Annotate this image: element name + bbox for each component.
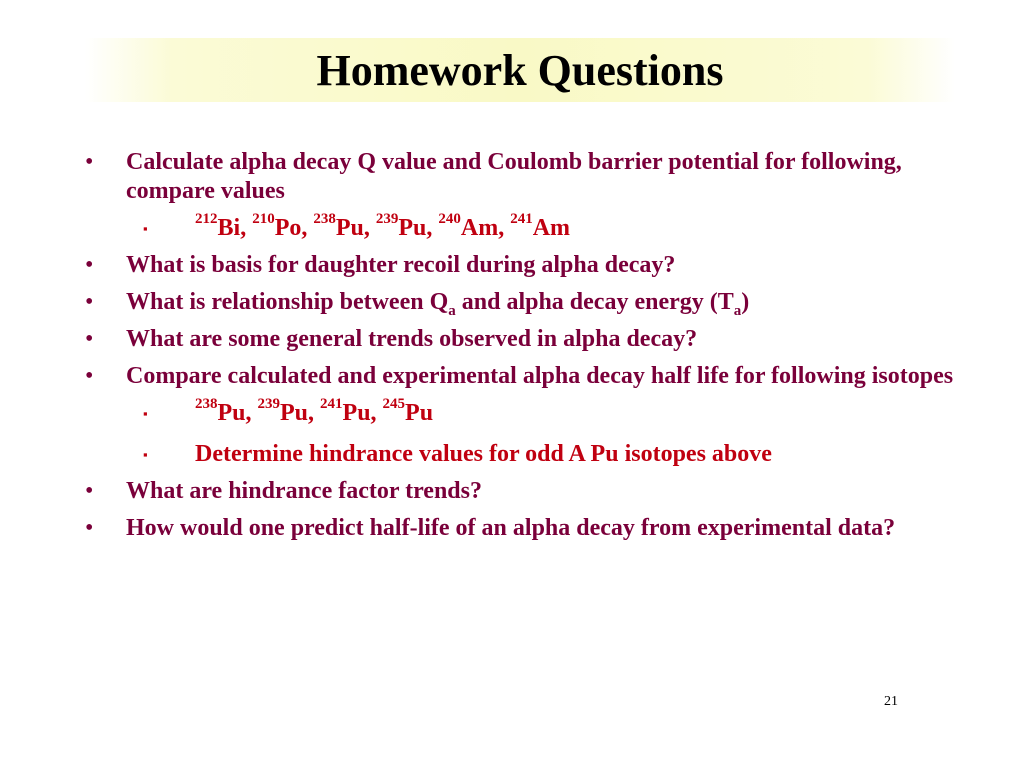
question-3-prefix: What is relationship between Q bbox=[126, 289, 449, 315]
bullet-icon: • bbox=[85, 478, 94, 504]
isotope-separator: , bbox=[426, 215, 439, 241]
page-number: 21 bbox=[884, 694, 898, 709]
isotope-separator: , bbox=[245, 400, 258, 426]
isotope-mass: 210 bbox=[252, 211, 275, 227]
question-3-middle: and alpha decay energy (T bbox=[455, 289, 734, 315]
isotope-mass: 241 bbox=[320, 396, 343, 412]
question-4-text: What are some general trends observed in alpha decay? bbox=[126, 326, 698, 352]
isotope-separator: , bbox=[363, 215, 376, 241]
question-7-text: How would one predict half-life of an alpha decay from experimental data? bbox=[126, 515, 896, 541]
question-6 bbox=[85, 477, 985, 506]
question-2-text: What is basis for daughter recoil during alpha decay? bbox=[126, 252, 676, 278]
question-5 bbox=[85, 362, 985, 391]
question-3 bbox=[85, 288, 985, 317]
bullet-icon: • bbox=[85, 149, 94, 175]
question-1-isotopes bbox=[85, 211, 985, 243]
isotope-mass: 245 bbox=[382, 396, 406, 412]
isotope-mass: 212 bbox=[195, 211, 218, 227]
isotope-mass: 238 bbox=[313, 211, 336, 227]
isotope-mass: 239 bbox=[257, 396, 281, 412]
bullet-icon: • bbox=[85, 363, 94, 389]
bullet-icon: • bbox=[85, 326, 94, 352]
slide-title: Homework Questions bbox=[316, 46, 724, 95]
isotope-symbol: Po bbox=[274, 215, 302, 241]
isotope-symbol: Pu bbox=[405, 400, 434, 426]
isotope-mass: 239 bbox=[375, 211, 399, 227]
isotope-mass: 240 bbox=[438, 211, 461, 227]
question-5-hindrance bbox=[85, 440, 985, 469]
question-5-text: Compare calculated and experimental alpha decay half life for following isotopes bbox=[126, 363, 954, 389]
bullet-icon: • bbox=[85, 252, 94, 278]
question-1-text: Calculate alpha decay Q value and Coulomb barrier potential for following, compare values bbox=[126, 149, 902, 204]
isotope-symbol: Pu bbox=[398, 215, 427, 241]
square-bullet-icon: ▪ bbox=[143, 447, 148, 462]
isotope-list bbox=[195, 396, 434, 426]
question-3-suffix: ) bbox=[741, 289, 750, 315]
isotope-separator: , bbox=[370, 400, 383, 426]
question-2 bbox=[85, 251, 985, 280]
isotope-symbol: Pu bbox=[280, 400, 309, 426]
bullet-icon: • bbox=[85, 289, 94, 315]
isotope-symbol: Am bbox=[532, 215, 571, 241]
question-list bbox=[85, 148, 985, 551]
isotope-separator: , bbox=[301, 215, 314, 241]
isotope-separator: , bbox=[240, 215, 253, 241]
isotope-separator: , bbox=[308, 400, 321, 426]
isotope-mass: 238 bbox=[195, 396, 218, 412]
question-7 bbox=[85, 514, 985, 543]
title-band bbox=[85, 38, 955, 102]
hindrance-text: Determine hindrance values for odd A Pu isotopes above bbox=[195, 441, 772, 467]
isotope-list bbox=[195, 211, 571, 241]
isotope-symbol: Bi bbox=[217, 215, 241, 241]
square-bullet-icon: ▪ bbox=[143, 221, 148, 236]
question-5-isotopes bbox=[85, 396, 985, 428]
isotope-symbol: Pu bbox=[217, 400, 246, 426]
question-1 bbox=[85, 148, 985, 206]
bullet-icon: • bbox=[85, 515, 94, 541]
isotope-mass: 241 bbox=[510, 211, 533, 227]
isotope-symbol: Pu bbox=[342, 400, 371, 426]
isotope-symbol: Am bbox=[460, 215, 499, 241]
question-6-text: What are hindrance factor trends? bbox=[126, 478, 482, 504]
isotope-symbol: Pu bbox=[335, 215, 364, 241]
square-bullet-icon: ▪ bbox=[143, 406, 148, 421]
question-4 bbox=[85, 325, 985, 354]
isotope-separator: , bbox=[498, 215, 511, 241]
t-subscript: a bbox=[733, 302, 742, 319]
q-subscript: a bbox=[448, 302, 456, 319]
